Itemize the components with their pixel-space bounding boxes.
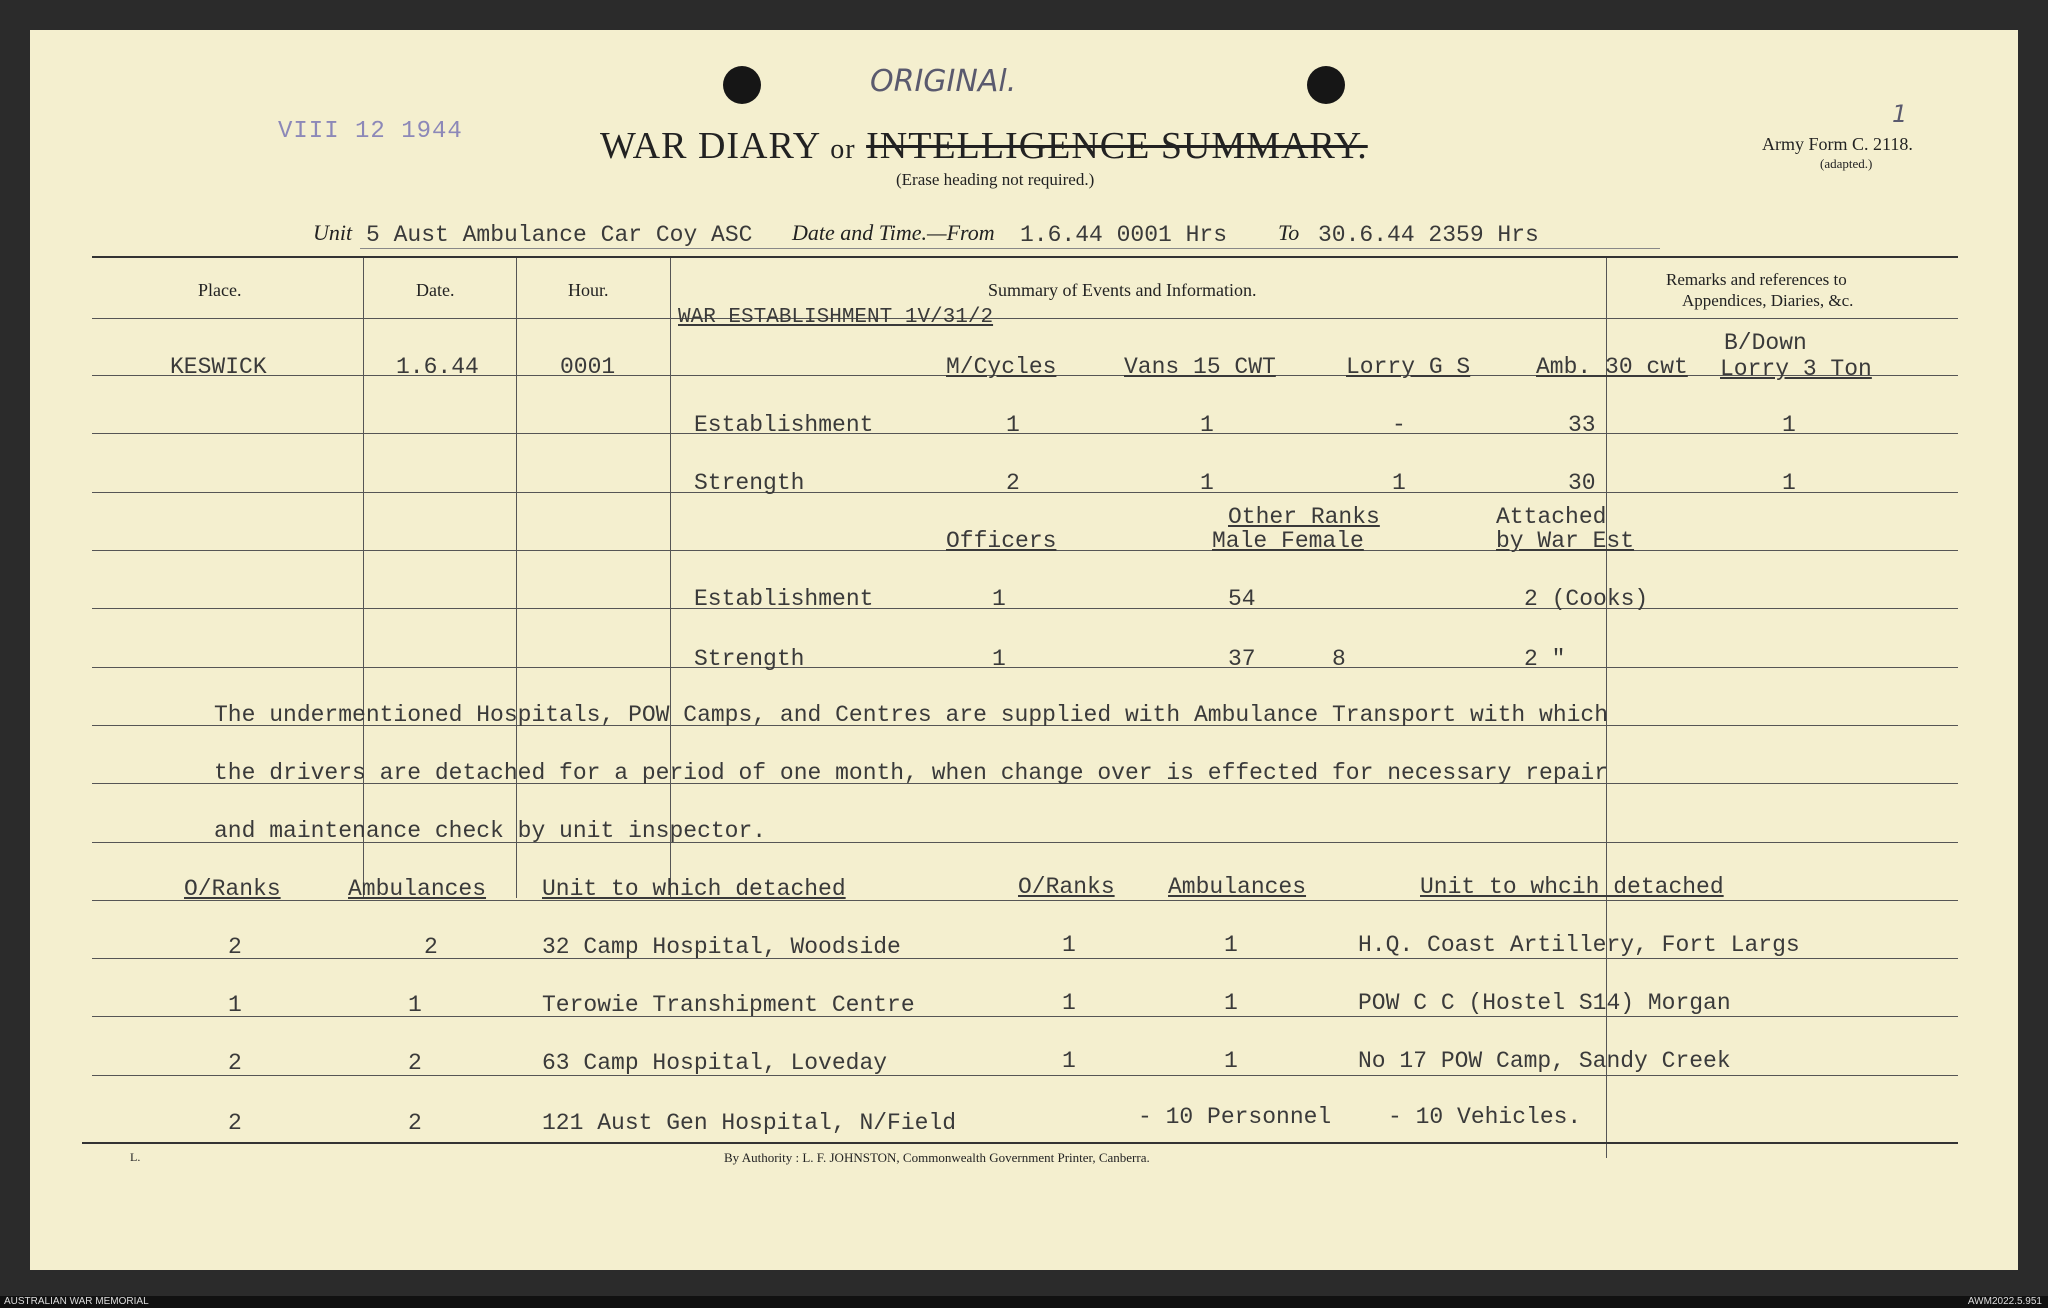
diary-sheet <box>30 30 2018 1270</box>
veh-str-vans: 1 <box>1200 470 1214 496</box>
table-bottom-rule <box>82 1142 1958 1144</box>
det-r3-unit-2: No 17 POW Camp, Sandy Creek <box>1358 1048 1731 1074</box>
row-rule-5 <box>92 608 1958 609</box>
det-r1-unit-2: H.Q. Coast Artillery, Fort Largs <box>1358 932 1800 958</box>
col-hour: Hour. <box>568 280 609 300</box>
pers-est-label: Establishment <box>694 586 874 612</box>
pers-str-label: Strength <box>694 646 805 672</box>
det-r3-amb-2: 1 <box>1224 1048 1238 1074</box>
header-rule <box>92 318 1958 319</box>
veh-header-lorry-3t: Lorry 3 Ton <box>1720 356 1872 382</box>
entry-date: 1.6.44 <box>396 354 479 380</box>
title-main: WAR DIARY <box>600 125 820 167</box>
date-stamp: VIII 12 1944 <box>278 118 463 145</box>
det-r2-unit-2: POW C C (Hostel S14) Morgan <box>1358 990 1731 1016</box>
det-r4-unit: 121 Aust Gen Hospital, N/Field <box>542 1110 957 1136</box>
pers-est-attached: 2 (Cooks) <box>1524 586 1649 612</box>
punch-hole-right <box>1307 66 1345 104</box>
col-divider-1 <box>363 258 364 898</box>
to-label: To <box>1278 220 1300 245</box>
det-r3-oranks: 2 <box>228 1050 242 1076</box>
det-r1-unit: 32 Camp Hospital, Woodside <box>542 934 901 960</box>
footer-left: L. <box>130 1150 141 1164</box>
row-rule-6 <box>92 667 1958 668</box>
det-r4-vehicles: - 10 Vehicles. <box>1388 1104 1582 1130</box>
col-divider-2 <box>516 258 517 898</box>
veh-est-amb: 33 <box>1568 412 1596 438</box>
det-header-amb-1: Ambulances <box>348 876 487 902</box>
from-value: 1.6.44 0001 Hrs <box>1020 222 1228 248</box>
det-r4-personnel: - 10 Personnel <box>1138 1104 1332 1130</box>
det-header-unit-1: Unit to which detached <box>542 876 846 902</box>
det-r1-amb-2: 1 <box>1224 932 1238 958</box>
para-line-3: and maintenance check by unit inspector. <box>214 818 767 844</box>
unit-value: 5 Aust Ambulance Car Coy ASC <box>366 222 753 248</box>
row-rule-2 <box>92 433 1958 434</box>
pers-header-attached-2: by War Est <box>1496 528 1635 554</box>
veh-header-mcycles: M/Cycles <box>946 354 1057 380</box>
det-r2-oranks-2: 1 <box>1062 990 1076 1016</box>
pers-str-female: 8 <box>1332 646 1346 672</box>
col-remarks-1: Remarks and references to <box>1666 270 1847 289</box>
det-r2-oranks: 1 <box>228 992 242 1018</box>
title-struck: INTELLIGENCE SUMMARY. <box>866 125 1368 167</box>
row-rule-12 <box>92 1016 1958 1017</box>
form-adapted: (adapted.) <box>1820 156 1873 171</box>
corner-mark: 1 <box>1892 100 1908 128</box>
veh-est-lorry3t: 1 <box>1782 412 1796 438</box>
unit-label: Unit <box>313 220 353 245</box>
para-line-1: The undermentioned Hospitals, POW Camps, and Centres are supplied with Ambulance Transport with which <box>214 702 1609 728</box>
col-place: Place. <box>198 280 242 300</box>
para-line-2: the drivers are detached for a period of one month, when change over is effected for necessary repair <box>214 760 1609 786</box>
veh-str-amb: 30 <box>1568 470 1596 496</box>
archive-bar <box>0 1296 2048 1308</box>
pers-str-attached: 2 " <box>1524 646 1566 672</box>
archive-right: AWM2022.5.951 <box>1967 1296 2042 1307</box>
entry-hour: 0001 <box>560 354 616 380</box>
det-r1-amb: 2 <box>424 934 438 960</box>
veh-est-lorry: - <box>1392 412 1406 438</box>
pers-str-male: 37 <box>1228 646 1256 672</box>
form-number: Army Form C. 2118. <box>1762 134 1913 154</box>
unit-underline <box>360 248 1660 249</box>
row-rule-13 <box>92 1075 1958 1076</box>
det-r4-amb: 2 <box>408 1110 422 1136</box>
det-r2-unit: Terowie Transhipment Centre <box>542 992 915 1018</box>
veh-str-label: Strength <box>694 470 805 496</box>
det-r4-oranks: 2 <box>228 1110 242 1136</box>
to-value: 30.6.44 2359 Hrs <box>1318 222 1539 248</box>
archive-left: AUSTRALIAN WAR MEMORIAL <box>4 1296 149 1307</box>
det-header-amb-2: Ambulances <box>1168 874 1307 900</box>
punch-hole-left <box>723 66 761 104</box>
date-time-label: Date and Time.—From <box>792 220 995 245</box>
det-r2-amb-2: 1 <box>1224 990 1238 1016</box>
veh-est-vans: 1 <box>1200 412 1214 438</box>
det-header-unit-2: Unit to whcih detached <box>1420 874 1724 900</box>
det-r1-oranks-2: 1 <box>1062 932 1076 958</box>
footer-authority: By Authority : L. F. JOHNSTON, Commonwealth Government Printer, Canberra. <box>724 1150 1150 1165</box>
col-summary: Summary of Events and Information. <box>988 280 1257 300</box>
row-rule-11 <box>92 958 1958 959</box>
page-title <box>600 124 1368 168</box>
pers-header-officers: Officers <box>946 528 1057 554</box>
pers-str-officers: 1 <box>992 646 1006 672</box>
pers-header-attached-1: Attached <box>1496 504 1607 530</box>
col-divider-3 <box>670 258 671 898</box>
det-header-oranks-1: O/Ranks <box>184 876 281 902</box>
veh-header-amb: Amb. 30 cwt <box>1536 354 1688 380</box>
det-r3-oranks-2: 1 <box>1062 1048 1076 1074</box>
det-r1-oranks: 2 <box>228 934 242 960</box>
handwritten-original: ORIGINAl. <box>870 64 1017 99</box>
title-or: or <box>830 134 856 165</box>
subtitle: (Erase heading not required.) <box>896 170 1095 189</box>
veh-est-label: Establishment <box>694 412 874 438</box>
pers-est-officers: 1 <box>992 586 1006 612</box>
veh-header-lorry-gs: Lorry G S <box>1346 354 1471 380</box>
veh-est-mcycles: 1 <box>1006 412 1020 438</box>
place-keswick: KESWICK <box>170 354 267 380</box>
col-remarks-2: Appendices, Diaries, &c. <box>1682 291 1854 310</box>
veh-header-bdown: B/Down <box>1724 330 1807 356</box>
det-r3-unit: 63 Camp Hospital, Loveday <box>542 1050 888 1076</box>
det-r2-amb: 1 <box>408 992 422 1018</box>
veh-str-mcycles: 2 <box>1006 470 1020 496</box>
veh-header-vans: Vans 15 CWT <box>1124 354 1276 380</box>
veh-str-lorry3t: 1 <box>1782 470 1796 496</box>
pers-header-other-ranks: Other Ranks <box>1228 504 1380 530</box>
det-r3-amb: 2 <box>408 1050 422 1076</box>
war-establishment: WAR ESTABLISHMENT 1V/31/2 <box>678 306 994 329</box>
col-date: Date. <box>416 280 455 300</box>
det-header-oranks-2: O/Ranks <box>1018 874 1115 900</box>
pers-header-male-female: Male Female <box>1212 528 1364 554</box>
veh-str-lorry: 1 <box>1392 470 1406 496</box>
row-rule-3 <box>92 492 1958 493</box>
table-top-rule <box>92 256 1958 258</box>
pers-est-male: 54 <box>1228 586 1256 612</box>
